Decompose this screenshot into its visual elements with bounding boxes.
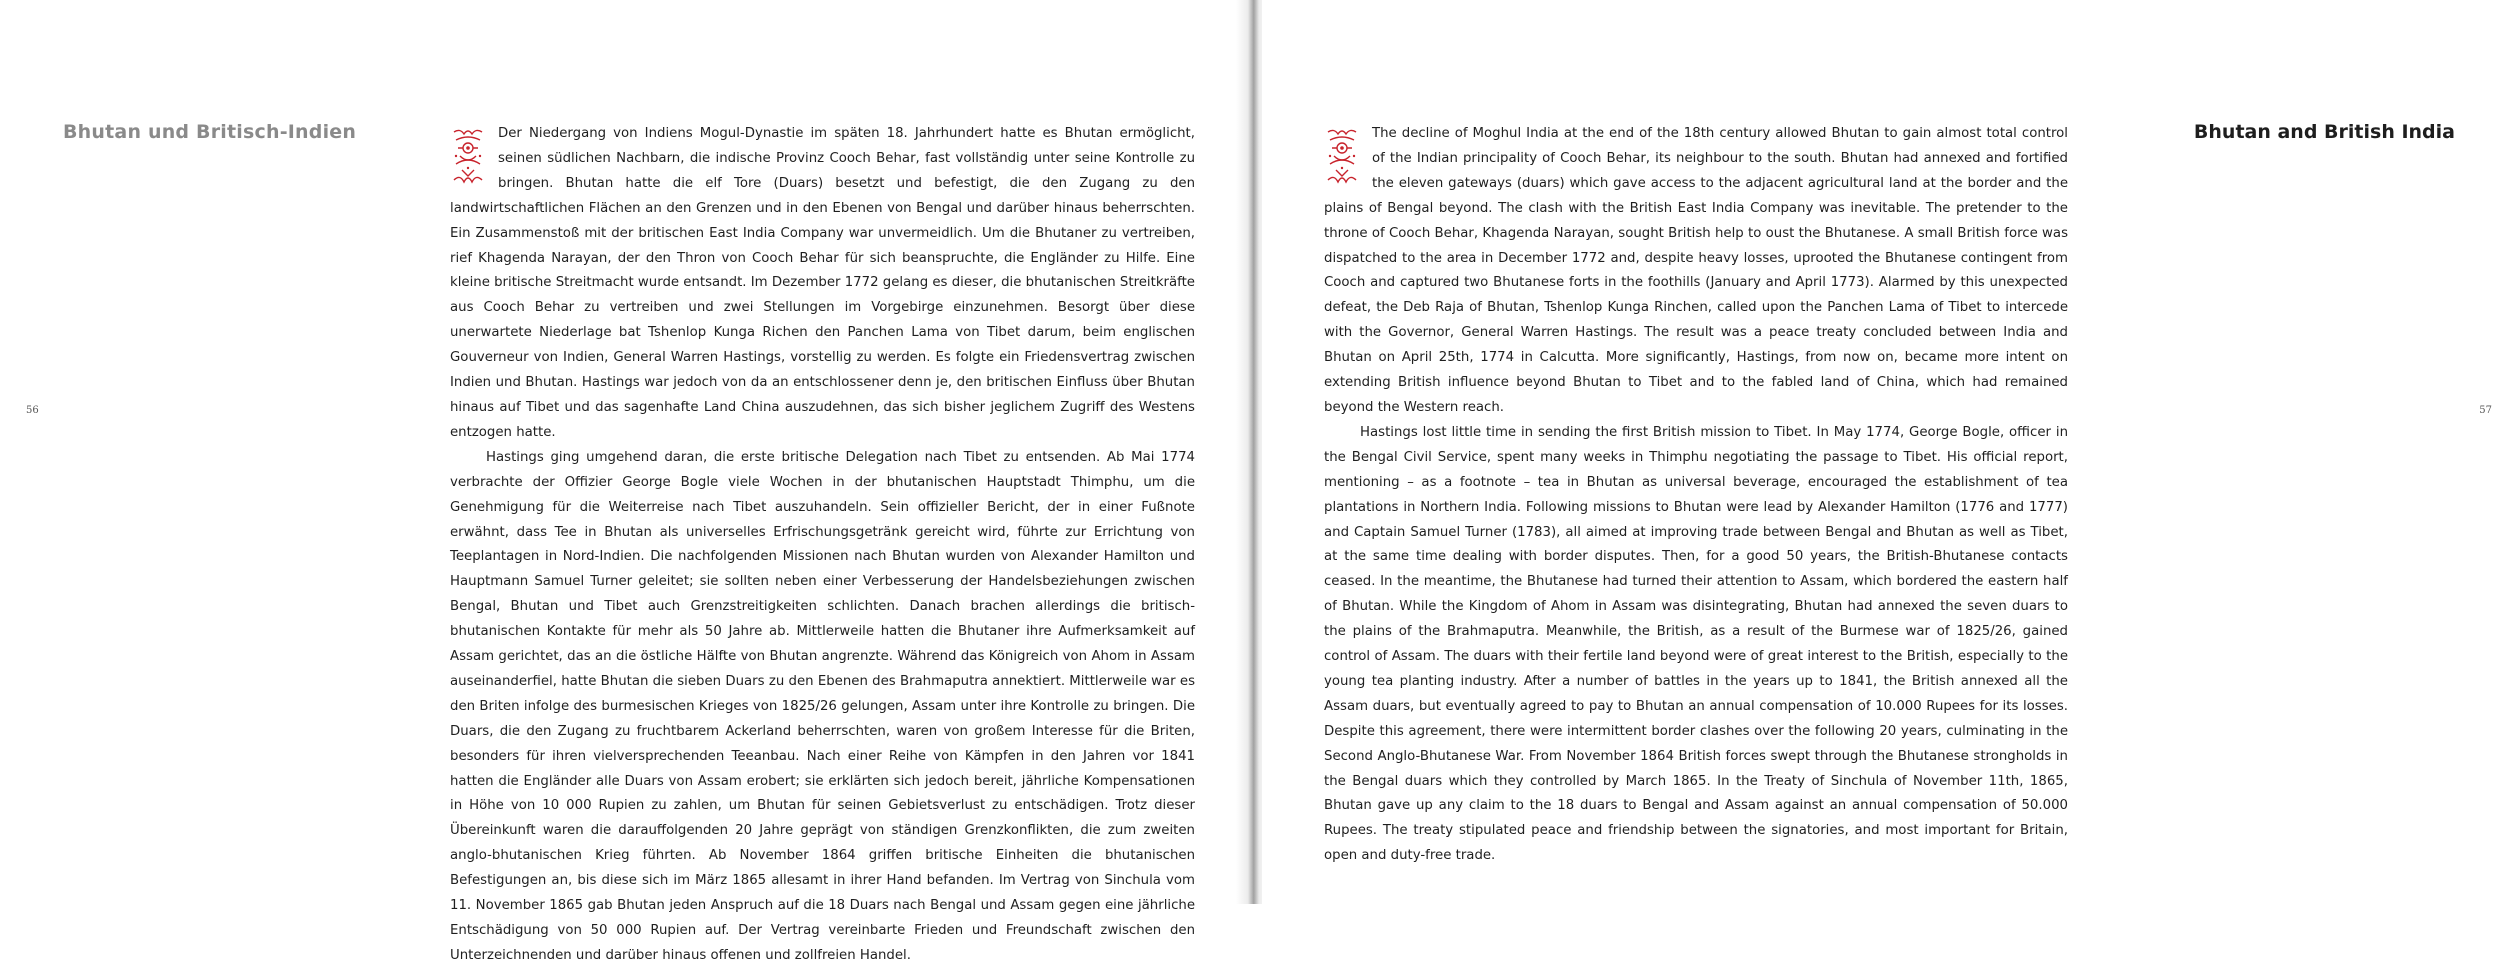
paragraph: Der Niedergang von Indiens Mogul-Dynastie im späten 18. Jahrhundert hatte es Bhutan ermöglicht, seinen südlichen Nachbarn, die indische Provinz Cooch Behar, fast vollständig unter seine Kontrolle zu bringen. Bhutan hatte die elf Tore (Duars) besetzt und befestigt, die den Zugang zu den landwirtschaftlichen Flächen an den Grenzen und in den Ebenen von Bengal und darüber hinaus beherrschten. Ein Zusammenstoß mit der britischen East India Company war unvermeidlich. Um die Bhutaner zu vertreiben, rief Khagenda Narayan, der den Thron von Cooch Behar für sich beanspruchte, die Engländer zu Hilfe. Eine kleine britische Streitmacht wurde entsandt. Im Dezember 1772 gelang es dieser, die bhutanischen Streitkräfte aus Cooch Behar zu vertreiben und zwei Stellungen im Vorgebirge einzunehmen. Besorgt über diese unerwartete Niederlage bat Tshenlop Kunga Richen den Panchen Lama von Tibet darum, beim englischen Gouverneur von Indien, General Warren Hastings, vorstellig zu werden. Es folgte ein Friedensvertrag zwischen Indien und Bhutan. Hastings war jedoch von da an entschlossener denn je, den britischen Einfluss über Bhutan hinaus auf Tibet und das sagenhafte Land China auszudehnen, das sich bisher jeglichem Zugriff des Westens entzogen hatte. <box>450 126 1195 440</box>
paragraph: Hastings ging umgehend daran, die erste britische Delegation nach Tibet zu entsenden. Ab Mai 1774 verbrachte der Offizier George Bogle viele Wochen in der bhutanischen Hauptstadt Thimphu, um die Genehmigung für die Weiterreise nach Tibet auszuhandeln. Sein offizieller Bericht, der in einer Fußnote erwähnt, dass Tee in Bhutan als universelles Erfrischungsgetränk gereicht wird, führte zur Errichtung von Teeplantagen in Nord-Indien. Die nachfolgenden Missionen nach Bhutan wurden von Alexander Hamilton und Hauptmann Samuel Turner geleitet; sie sollten neben einer Verbesserung der Handelsbeziehungen zwischen Bengal, Bhutan und Tibet auch Grenzstreitigkeiten schlichten. Danach brachen allerdings die britisch-bhutanischen Kontakte für mehr als 50 Jahre ab. Mittlerweile hatten die Bhutaner ihre Aufmerksamkeit auf Assam gerichtet, das an die östliche Hälfte von Bhutan angrenzte. Während das Königreich von Ahom in Assam auseinanderfiel, hatte Bhutan die sieben Duars zu den Ebenen des Brahmaputra annektiert. Mittlerweile war es den Briten infolge des burmesischen Krieges von 1825/26 gelungen, Assam unter ihre Kontrolle zu bringen. Die Duars, die den Zugang zu fruchtbarem Ackerland beherrschten, waren von großem Interesse für die Briten, besonders für ihren vielversprechenden Teeanbau. Nach einer Reihe von Kämpfen in den Jahren vor 1841 hatten die Engländer alle Duars von Assam erobert; sie erklärten sich jedoch bereit, jährliche Kompensationen in Höhe von 10 000 Rupien zu zahlen, um Bhutan für seinen Gebietsverlust zu entschädigen. Trotz dieser Übereinkunft waren die darauffolgenden 20 Jahre geprägt von ständigen Grenzkonflikten, die zum zweiten anglo-bhutanischen Krieg führten. Ab November 1864 griffen britische Einheiten die bhutanischen Befestigungen an, bis diese sich im März 1865 allesamt in ihrer Hand befanden. Im Vertrag von Sinchula vom 11. November 1865 gab Bhutan jeden Anspruch auf die 18 Duars nach Bengal und Assam gegen eine jährliche Entschädigung von 50 000 Rupien auf. Der Vertrag vereinbarte Frieden und Freundschaft zwischen den Unterzeichnenden und darüber hinaus offenen und zollfreien Handel. <box>450 449 1195 963</box>
section-title-german: Bhutan und Britisch-Indien <box>63 121 357 143</box>
page-number-right: 57 <box>2479 405 2492 416</box>
ornament-icon <box>1324 126 1360 188</box>
german-body-text <box>450 122 1195 969</box>
left-page <box>0 0 1254 963</box>
page-number-left: 56 <box>26 405 39 416</box>
paragraph: The decline of Moghul India at the end of the 18th century allowed Bhutan to gain almost total control of the Indian principality of Cooch Behar, its neighbour to the south. Bhutan had annexed and fortified the eleven gateways (duars) which gave access to the adjacent agricultural land at the border and the plains of Bengal beyond. The clash with the British East India Company was inevitable. The pretender to the throne of Cooch Behar, Khagenda Narayan, sought British help to oust the Bhutanese. A small British force was dispatched to the area in December 1772 and, despite heavy losses, uprooted the Bhutanese contingent from Cooch and captured two Bhutanese forts in the foothills (January and April 1773). Alarmed by this unexpected defeat, the Deb Raja of Bhutan, Tshenlop Kunga Rinchen, called upon the Panchen Lama of Tibet to intercede with the Governor, General Warren Hastings. The result was a peace treaty concluded between India and Bhutan on April 25th, 1774 in Calcutta. More significantly, Hastings, from now on, became more intent on extending British influence beyond Bhutan to Tibet and to the fabled land of China, which had remained beyond the Western reach. <box>1324 126 2068 415</box>
section-title-english: Bhutan and British India <box>2193 121 2455 143</box>
english-body-text <box>1324 122 2068 869</box>
paragraph: Hastings lost little time in sending the first British mission to Tibet. In May 1774, George Bogle, officer in the Bengal Civil Service, spent many weeks in Thimphu negotiating the passage to Tibet. His official report, mentioning – as a footnote – tea in Bhutan as universal beverage, encouraged the establishment of tea plantations in Northern India. Following missions to Bhutan were lead by Alexander Hamilton (1776 and 1777) and Captain Samuel Turner (1783), all aimed at improving trade between Bengal and Bhutan as well as Tibet, at the same time dealing with border disputes. Then, for a good 50 years, the British-Bhutanese contacts ceased. In the meantime, the Bhutanese had turned their attention to Assam, which bordered the eastern half of Bhutan. While the Kingdom of Ahom in Assam was disintegrating, Bhutan had annexed the seven duars to the plains of the Brahmaputra. Meanwhile, the British, as a result of the Burmese war of 1825/26, gained control of Assam. The duars with their fertile land beyond were of great interest to the British, especially to the young tea planting industry. After a number of battles in the years up to 1841, the British annexed all the Assam duars, but eventually agreed to pay to Bhutan an annual compensation of 10.000 Rupees for its losses. Despite this agreement, there were intermittent border clashes over the following 20 years, culminating in the Second Anglo-Bhutanese War. From November 1864 British forces swept through the Bhutanese strongholds in the Bengal duars which they controlled by March 1865. In the Treaty of Sinchula of November 11th, 1865, Bhutan gave up any claim to the 18 duars to Bengal and Assam against an annual compensation of 50.000 Rupees. The treaty stipulated peace and friendship between the signatories, and most important for Britain, open and duty-free trade. <box>1324 424 2068 864</box>
ornament-icon <box>450 126 486 188</box>
